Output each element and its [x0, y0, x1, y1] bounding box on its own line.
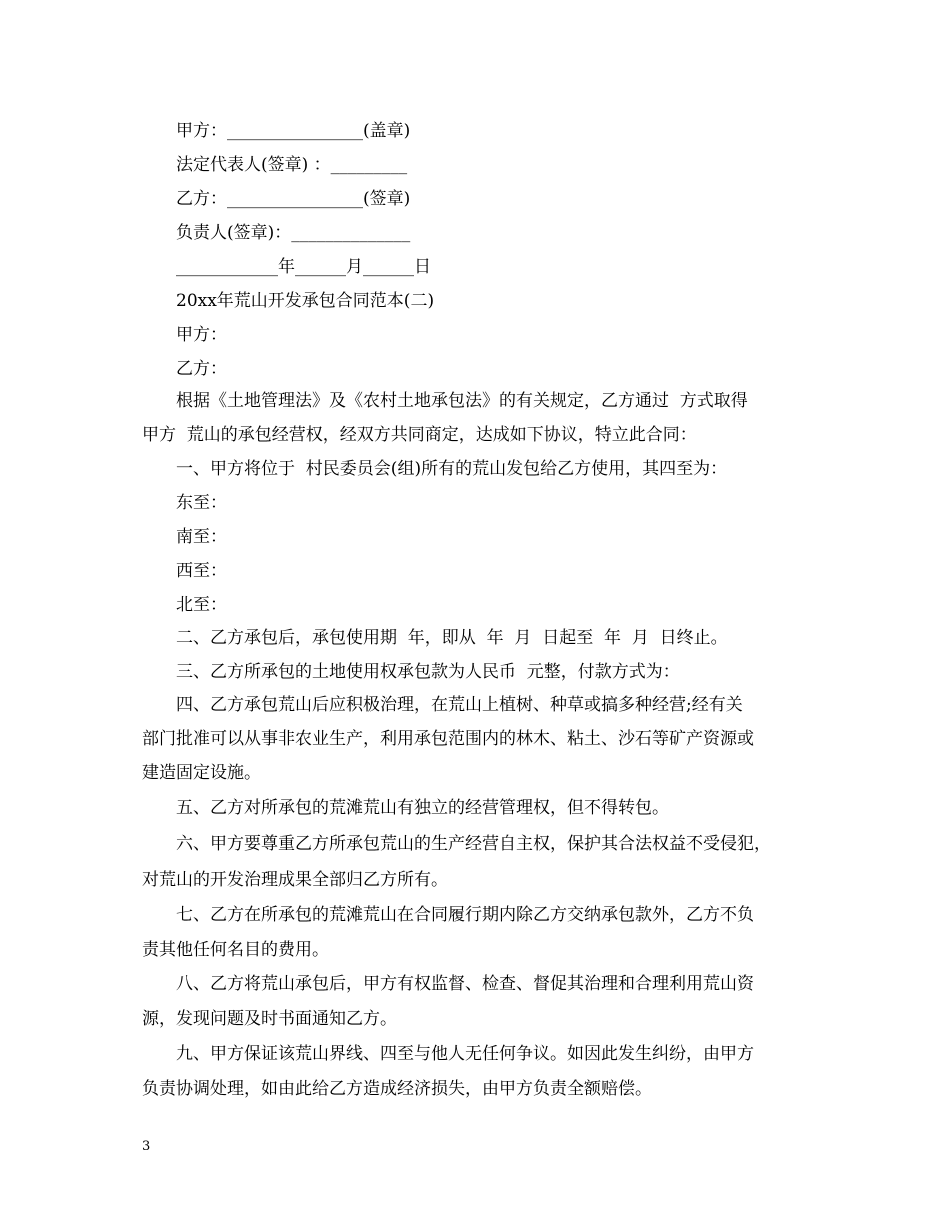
- party-a-signature-line: 甲方：________________(盖章): [176, 121, 411, 141]
- page-number: 3: [142, 1139, 151, 1154]
- boundary-south: 南至：: [176, 527, 227, 547]
- party-b-label: 乙方：: [176, 359, 227, 379]
- boundary-north: 北至：: [176, 595, 227, 615]
- boundary-east: 东至：: [176, 493, 227, 513]
- clause-9-line-1: 九、甲方保证该荒山界线、四至与他人无任何争议。如因此发生纠纷，由甲方: [176, 1044, 754, 1064]
- legal-representative-line: 法定代表人(签章) ：_________: [176, 155, 408, 175]
- clause-6-line-1: 六、甲方要尊重乙方所承包荒山的生产经营自主权，保护其合法权益不受侵犯，: [176, 834, 771, 854]
- clause-4-line-1: 四、乙方承包荒山后应积极治理，在荒山上植树、种草或搞多种经营;经有关: [176, 695, 743, 715]
- section-title: 20xx年荒山开发承包合同范本(二): [176, 291, 435, 311]
- clause-7-line-1: 七、乙方在所承包的荒滩荒山在合同履行期内除乙方交纳承包款外，乙方不负: [176, 905, 754, 925]
- clause-2: 二、乙方承包后，承包使用期 年，即从 年 月 日起至 年 月 日终止。: [176, 628, 728, 648]
- clause-3: 三、乙方所承包的土地使用权承包款为人民币 元整，付款方式为：: [176, 662, 680, 682]
- intro-line-2: 甲方 荒山的承包经营权，经双方共同商定，达成如下协议，特立此合同：: [142, 425, 697, 445]
- clause-5: 五、乙方对所承包的荒滩荒山有独立的经营管理权，但不得转包。: [176, 798, 669, 818]
- clause-9-line-2: 负责协调处理，如由此给乙方造成经济损失，由甲方负责全额赔偿。: [142, 1079, 652, 1099]
- person-in-charge-line: 负责人(签章)：______________: [176, 223, 411, 243]
- clause-8-line-1: 八、乙方将荒山承包后，甲方有权监督、检查、督促其治理和合理利用荒山资: [176, 974, 754, 994]
- party-a-label: 甲方：: [176, 325, 227, 345]
- date-line: ____________年______月______日: [176, 257, 431, 277]
- intro-line-1: 根据《土地管理法》及《农村土地承包法》的有关规定，乙方通过 方式取得: [176, 391, 748, 411]
- clause-4-line-3: 建造固定设施。: [142, 763, 261, 783]
- clause-8-line-2: 源，发现问题及时书面通知乙方。: [142, 1009, 397, 1029]
- party-b-signature-line: 乙方：________________(签章): [176, 189, 411, 209]
- clause-6-line-2: 对荒山的开发治理成果全部归乙方所有。: [142, 870, 448, 890]
- clause-7-line-2: 责其他任何名目的费用。: [142, 940, 329, 960]
- clause-4-line-2: 部门批准可以从事非农业生产，利用承包范围内的林木、粘土、沙石等矿产资源或: [142, 729, 754, 749]
- clause-1: 一、甲方将位于 村民委员会(组)所有的荒山发包给乙方使用，其四至为：: [176, 459, 728, 479]
- boundary-west: 西至：: [176, 561, 227, 581]
